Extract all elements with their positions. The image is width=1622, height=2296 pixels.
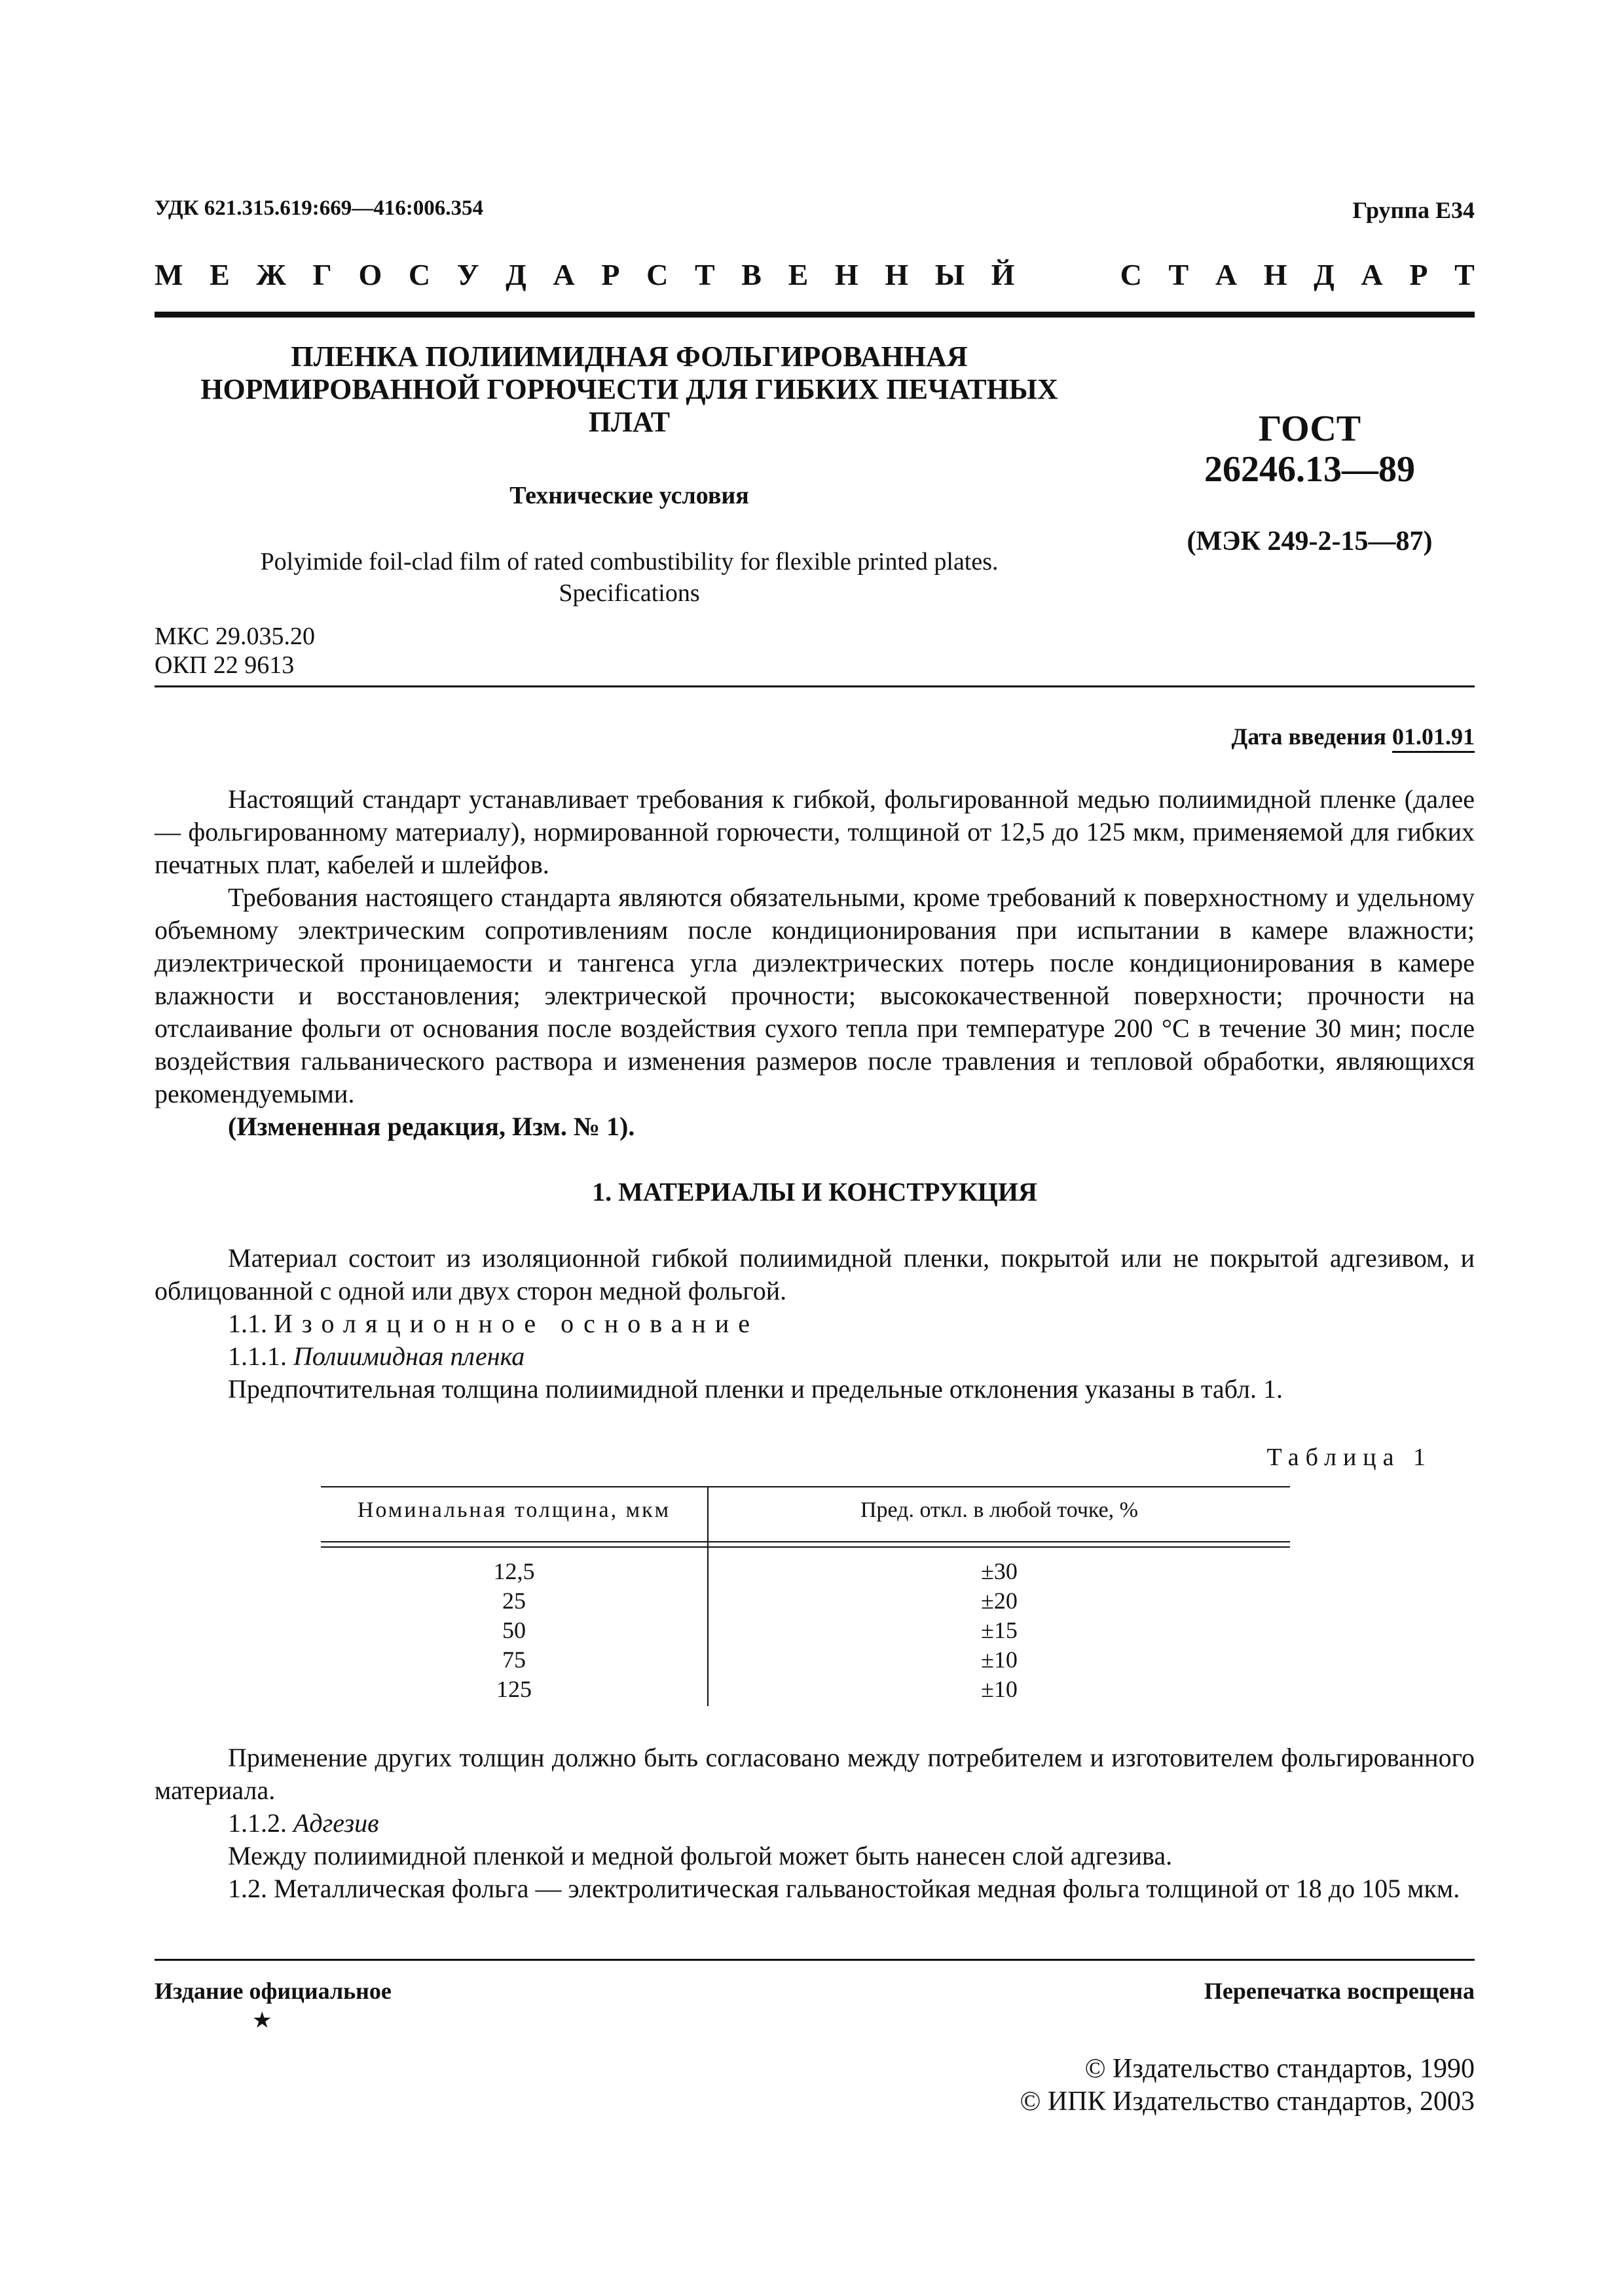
table-cell: 25: [502, 1588, 526, 1614]
english-title-line-2: Specifications: [559, 579, 700, 607]
after-table-body: [155, 1741, 1475, 1905]
other-thickness-paragraph: Применение других толщин должно быть согласовано между потребителем и изготовителем фольгированного материала.: [155, 1743, 1475, 1805]
middle-rule: [155, 685, 1475, 687]
banner-letter: Ы: [934, 258, 965, 291]
gost-label: ГОСТ: [1258, 409, 1361, 449]
star-icon: ★: [252, 2009, 272, 2033]
effective-date: [1232, 723, 1475, 750]
subsection-1-1-1-number: 1.1.1.: [228, 1341, 287, 1371]
effective-date-value: 01.01.91: [1392, 723, 1475, 753]
subsection-1-1-title: Изоляционное основание: [274, 1309, 759, 1338]
section-1-body: [155, 1242, 1475, 1406]
copyright-line-1: © Издательство стандартов, 1990: [1084, 2054, 1475, 2084]
table-cell: 125: [496, 1676, 532, 1702]
title-block: [155, 340, 1104, 609]
banner-letter: Д: [1314, 258, 1335, 291]
banner-letter: В: [741, 258, 762, 291]
copyright-block: [1020, 2052, 1475, 2118]
document-title: [155, 340, 1104, 439]
banner-letter: Д: [506, 258, 526, 291]
table-header-deviation: Пред. откл. в любой точке, %: [860, 1498, 1139, 1522]
title-line-3: ПЛАТ: [588, 406, 671, 438]
intro-paragraph-2: Требования настоящего стандарта являются обязательными, кроме требований к поверхностному и удельному объемному электрическим сопротивлениям после кондиционирования при испытании в камере влажности; диэлектрической проницаемости и тангенса угла диэлектрических потерь после кондиционирования в камере влажности и восстановления; электрической прочности; высококачественной поверхности; прочности на отслаивание фольги от основания после воздействия сухого тепла при температуре 200 °С в течение 30 мин; после воздействия гальванического раствора и изменения размеров после травления и тепловой обработки, являющихся рекомендуемыми.: [155, 883, 1475, 1108]
mks-code: МКС 29.035.20: [155, 623, 316, 650]
banner-letter: Т: [1168, 258, 1189, 291]
banner-letter: С: [1120, 258, 1142, 291]
table-cell: 50: [502, 1617, 526, 1643]
okp-code: ОКП 22 9613: [155, 651, 295, 679]
table-cell: ±30: [981, 1558, 1018, 1584]
banner-letter: Н: [885, 258, 909, 291]
table-header-rule-1: [321, 1541, 1290, 1542]
udk-code: УДК 621.315.619:669—416:006.354: [155, 196, 483, 220]
table-cell: ±20: [981, 1588, 1018, 1614]
english-title-line-1: Polyimide foil-clad film of rated combustibility for flexible printed plates.: [260, 548, 999, 575]
preferred-thickness-paragraph: Предпочтительная толщина полиимидной пленки и предельные отклонения указаны в табл. 1.: [228, 1374, 1283, 1404]
table-cell: ±10: [981, 1676, 1018, 1702]
adhesive-paragraph: Между полиимидной пленкой и медной фольгой может быть нанесен слой адгезива.: [228, 1841, 1173, 1870]
english-title: [155, 546, 1104, 609]
banner-letter: А: [1361, 258, 1383, 291]
bottom-rule: [155, 1959, 1475, 1961]
banner-letter: А: [1215, 258, 1238, 291]
table-cell: 12,5: [493, 1558, 535, 1584]
subsection-1-1-number: 1.1.: [228, 1309, 267, 1338]
banner-gap: [1041, 255, 1094, 295]
banner-letter: Е: [788, 258, 809, 291]
gost-block: [1152, 409, 1467, 557]
table-caption: Таблица 1: [1266, 1444, 1432, 1471]
amendment-note: (Измененная редакция, Изм. № 1).: [228, 1112, 635, 1141]
reprint-prohibited: Перепечатка воспрещена: [1204, 1978, 1475, 2004]
banner-letter: О: [358, 258, 382, 291]
banner-letter: Г: [312, 258, 332, 291]
table-column-thickness: [321, 1557, 707, 1704]
gost-number: [1152, 409, 1467, 490]
banner-letter: Н: [1263, 258, 1287, 291]
banner-letter: Е: [210, 258, 230, 291]
banner-letter: Т: [694, 258, 715, 291]
banner-letter: Р: [601, 258, 620, 291]
title-line-1: ПЛЕНКА ПОЛИИМИДНАЯ ФОЛЬГИРОВАННАЯ: [291, 340, 968, 373]
banner-letter: Т: [1454, 258, 1475, 291]
copyright-line-2: © ИПК Издательство стандартов, 2003: [1020, 2086, 1475, 2117]
subsection-1-1: [155, 1307, 1475, 1340]
effective-date-label: Дата введения: [1231, 723, 1386, 750]
table-cell: ±10: [981, 1647, 1018, 1673]
banner-letter: А: [553, 258, 575, 291]
interstate-standard-banner: [155, 255, 1475, 295]
banner-letter: Р: [1409, 258, 1428, 291]
gost-code: 26246.13—89: [1204, 449, 1415, 490]
intro-paragraph-1: Настоящий стандарт устанавливает требования к гибкой, фольгированной медью полиимидной пленке (далее — фольгированному материалу), нормированной горючести, толщиной от 12,5 до 125 мкм, применяемой для гибких печатных плат, кабелей и шлейфов.: [155, 784, 1475, 879]
section-heading: 1. МАТЕРИАЛЫ И КОНСТРУКЦИЯ: [592, 1177, 1037, 1207]
table-cell: ±15: [981, 1617, 1018, 1643]
table-cell: 75: [502, 1647, 526, 1673]
material-paragraph: Материал состоит из изоляционной гибкой полиимидной пленки, покрытой или не покрытой адгезивом, и облицованной с одной или двух сторон медной фольгой.: [155, 1243, 1475, 1305]
subsection-1-1-2-number: 1.1.2.: [228, 1808, 287, 1838]
subsection-1-1-1-title: Полиимидная пленка: [293, 1341, 525, 1371]
document-subtitle: Технические условия: [509, 482, 749, 509]
group-code: Группа Е34: [1352, 197, 1475, 223]
table-top-rule: [321, 1486, 1290, 1487]
introduction: [155, 783, 1475, 1143]
banner-letter: С: [408, 258, 431, 291]
subsection-1-1-2-title: Адгезив: [293, 1808, 379, 1838]
metal-foil-paragraph: 1.2. Металлическая фольга — электролитическая гальваностойкая медная фольга толщиной от 18 до 105 мкм.: [228, 1874, 1460, 1903]
official-edition: Издание официальное: [155, 1978, 392, 2004]
table-header-thickness: Номинальная толщина, мкм: [357, 1498, 671, 1522]
subsection-1-1-2: [155, 1807, 1475, 1840]
top-rule: [155, 312, 1475, 318]
subsection-1-1-1: [155, 1340, 1475, 1373]
banner-letter: У: [456, 258, 479, 291]
banner-letter: Й: [991, 258, 1015, 291]
classification-codes: [155, 622, 315, 680]
title-line-2: НОРМИРОВАННОЙ ГОРЮЧЕСТИ ДЛЯ ГИБКИХ ПЕЧАТНЫХ: [200, 373, 1058, 405]
banner-letter: Н: [834, 258, 858, 291]
banner-letter: Ж: [256, 258, 286, 291]
table-header-rule-2: [321, 1546, 1290, 1548]
iec-reference: (МЭК 249-2-15—87): [1187, 526, 1433, 556]
banner-letter: М: [155, 258, 183, 291]
banner-letter: С: [646, 258, 669, 291]
table-column-deviation: [709, 1557, 1290, 1704]
